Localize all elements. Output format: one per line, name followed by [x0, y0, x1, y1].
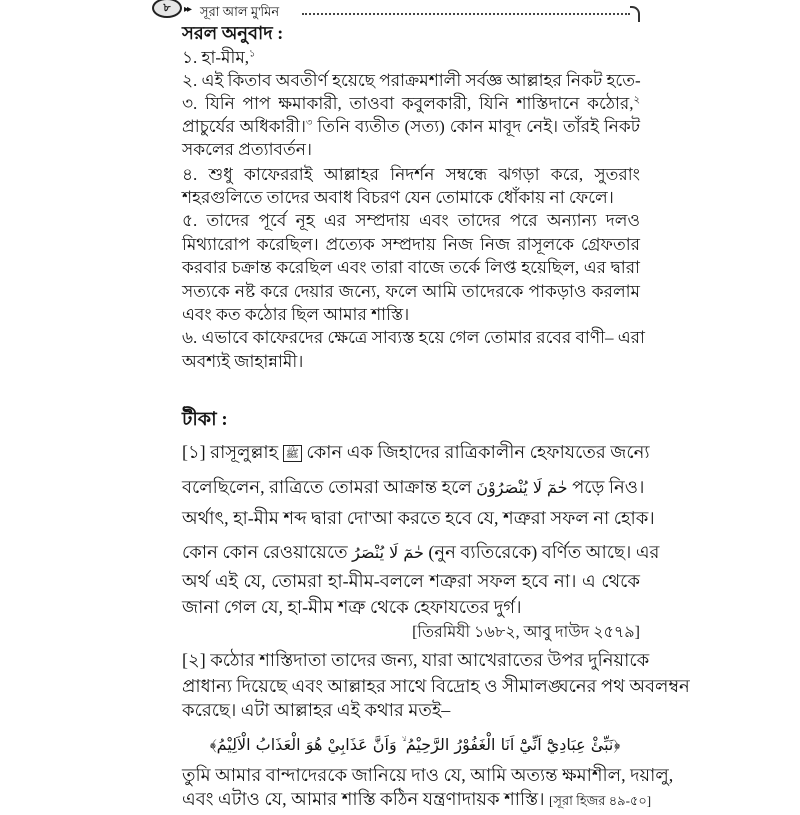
- translation-line: সত্যকে নষ্ট করে দেয়ার জন্যে, ফলে আমি তাদেরকে পাকড়াও করলাম: [182, 282, 640, 301]
- header-arrows-icon: ▸▸: [184, 4, 191, 15]
- translation-line: করবার চক্রান্ত করেছিল এবং তারা বাজে তর্কে লিপ্ত হয়েছিল, এর দ্বারা: [182, 258, 640, 277]
- note-line: [২] কঠোর শাস্তিদাতা তাদের জন্য, যারা আখেরাতের উপর দুনিয়াকে: [182, 650, 650, 670]
- translation-line: মিথ্যারোপ করেছিল। প্রত্যেক সম্প্রদায় নিজ নিজ রাসূলকে গ্রেফতার: [182, 235, 640, 254]
- translation-line: অবশ্যই জাহান্নামী।: [182, 352, 304, 371]
- note-line: প্রাধান্য দিয়েছে এবং আল্লাহর সাথে বিদ্রোহ ও সীমালঙ্ঘনের পথ অবলম্বন: [182, 676, 690, 696]
- note-text: (নুন ব্যতিরেকে) বর্ণিত আছে। এর: [423, 542, 660, 562]
- note-line: [182, 538, 660, 568]
- arabic-phrase: حٰمٓ لَا يُنْصَرُوْنَ: [476, 478, 568, 497]
- note-line: করেছে। এটা আল্লাহর এই কথার মতই–: [182, 700, 451, 720]
- page-number-badge: ৮: [152, 0, 182, 18]
- footnote-marker: ৩: [305, 117, 313, 129]
- running-header: [150, 0, 642, 22]
- translation-line: [182, 92, 640, 116]
- translation-line: ২. এই কিতাব অবতীর্ণ হয়েছে পরাক্রমশালী সর্বজ্ঞ আল্লাহর নিকট হতে-: [182, 71, 641, 90]
- translation-line: [182, 115, 640, 139]
- honorific-icon: ﷺ: [283, 445, 302, 462]
- translation-text: প্রাচুর্যের অধিকারী।: [182, 117, 306, 136]
- translation-line: [182, 46, 640, 70]
- note-text: [১] রাসূলুল্লাহ: [182, 442, 283, 462]
- header-dotted-leader: [302, 13, 630, 15]
- surah-title: সূরা আল মু'মিন: [200, 4, 280, 19]
- note-line: অর্থাৎ, হা-মীম শব্দ দ্বারা দো'আ করতে হবে যে, শত্রুরা সফল না হোক।: [182, 508, 655, 528]
- translation-line: ৫. তাদের পূর্বে নূহ এর সম্প্রদায় এবং তাদের পরে অন্যান্য দলও: [182, 211, 640, 230]
- translation-line: ৬. এভাবে কাফেরদের ক্ষেত্রে সাব্যস্ত হয়ে গেল তোমার রবের বাণী– এরা: [182, 328, 645, 347]
- header-end-bar: [630, 6, 640, 22]
- note-line: [182, 473, 645, 503]
- note-line: [182, 438, 650, 468]
- translation-line: ৪. শুধু কাফেররাই আল্লাহর নিদর্শন সম্বন্ধে ঝগড়া করে, সুতরাং: [182, 165, 640, 184]
- translation-text: ১. হা-মীম,: [182, 48, 250, 67]
- note-line-cut-off: [182, 785, 652, 809]
- quran-verse-arabic: ﴿نَبِّئْ عِبَادِيْٓ اَنِّيْٓ اَنَا الْغَفُوْرُ الرَّحِيْمُ ۙ وَاَنَّ عَذَابِيْ هُوَ الْعَذَابُ الْاَلِيْمُ﴾: [209, 735, 621, 754]
- note-text: কোন কোন রেওয়ায়েতে: [182, 542, 353, 562]
- note-text: এবং এটাও যে, আমার শাস্তি কঠিন যন্ত্রণাদায়ক শাস্তি।: [182, 789, 550, 809]
- translation-text: তিনি ব্যতীত (সত্য) কোন মাবূদ নেই। তাঁরই নিকট: [312, 117, 640, 136]
- note-text: বলেছিলেন, রাত্রিতে তোমরা আক্রান্ত হলে: [182, 477, 477, 497]
- translation-heading: সরল অনুবাদ :: [182, 23, 284, 43]
- translation-text: ৩. যিনি পাপ ক্ষমাকারী, তাওবা কবুলকারী, যিনি শাস্তিদানে কঠোর,: [182, 94, 634, 113]
- footnote-marker: ২: [633, 94, 640, 106]
- surah-reference: [সূরা হিজর ৪৯-৫০]: [549, 793, 652, 808]
- footnote-marker: ১: [249, 48, 256, 60]
- translation-line: সকলের প্রত্যাবর্তন।: [182, 140, 312, 159]
- note-text: পড়ে নিও।: [567, 477, 645, 497]
- notes-heading: টীকা :: [182, 409, 228, 430]
- note-text: কোন এক জিহাদের রাত্রিকালীন হেফাযতের জন্যে: [301, 442, 650, 462]
- hadith-reference: [তিরমিযী ১৬৮২, আবু দাউদ ২৫৭৯]: [412, 624, 640, 641]
- note-line: তুমি আমার বান্দাদেরকে জানিয়ে দাও যে, আমি অত্যন্ত ক্ষমাশীল, দয়ালু,: [182, 765, 674, 785]
- note-line: অর্থ এই যে, তোমরা হা-মীম-বললে শত্রুরা সফল হবে না। এ থেকে: [182, 571, 640, 591]
- arabic-phrase: حٰمٓ لَا يُنْصَرُ: [352, 543, 424, 562]
- translation-line: শহরগুলিতে তাদের অবাধ বিচরণ যেন তোমাকে ধোঁকায় না ফেলে।: [182, 188, 614, 207]
- note-line: জানা গেল যে, হা-মীম শত্রু থেকে হেফাযতের দুর্গ।: [182, 597, 522, 617]
- translation-line: এবং কত কঠোর ছিল আমার শাস্তি।: [182, 305, 410, 324]
